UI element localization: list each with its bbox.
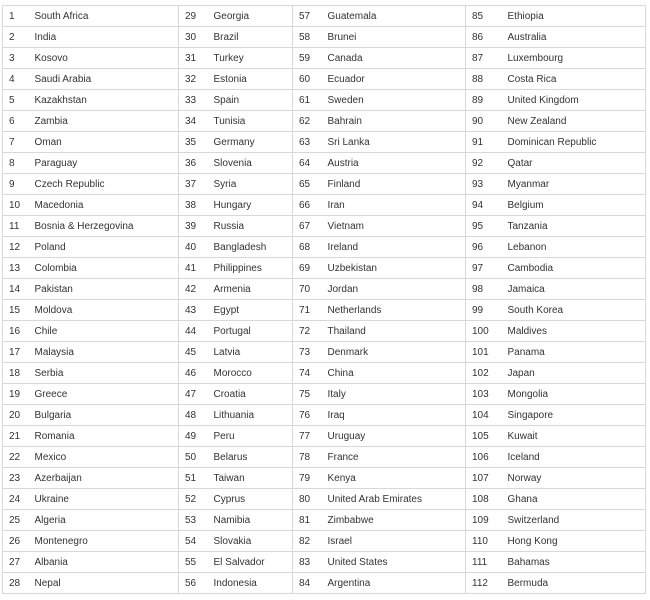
rank-cell: 22 [3,447,29,468]
rank-cell: 6 [3,111,29,132]
country-cell: Hong Kong [502,531,646,552]
rank-cell: 96 [466,237,502,258]
country-cell: Ukraine [29,489,179,510]
table-row [3,174,646,195]
country-cell: New Zealand [502,111,646,132]
country-cell: Taiwan [208,468,293,489]
country-cell: Morocco [208,363,293,384]
country-cell: Syria [208,174,293,195]
table-row [3,132,646,153]
country-cell: Romania [29,426,179,447]
country-cell: Iceland [502,447,646,468]
rank-cell: 62 [293,111,322,132]
country-cell: Saudi Arabia [29,69,179,90]
rank-cell: 66 [293,195,322,216]
country-cell: Czech Republic [29,174,179,195]
rank-cell: 27 [3,552,29,573]
rank-cell: 90 [466,111,502,132]
rank-cell: 95 [466,216,502,237]
rank-cell: 98 [466,279,502,300]
rank-cell: 109 [466,510,502,531]
country-cell: South Korea [502,300,646,321]
rank-cell: 99 [466,300,502,321]
rank-cell: 88 [466,69,502,90]
table-row [3,489,646,510]
country-cell: Cyprus [208,489,293,510]
country-cell: Belgium [502,195,646,216]
rank-cell: 112 [466,573,502,594]
country-cell: Ghana [502,489,646,510]
rank-cell: 92 [466,153,502,174]
rank-cell: 101 [466,342,502,363]
country-cell: Uzbekistan [322,258,466,279]
table-row [3,321,646,342]
table-row [3,363,646,384]
country-cell: Tanzania [502,216,646,237]
country-cell: Philippines [208,258,293,279]
rank-cell: 111 [466,552,502,573]
country-cell: Zambia [29,111,179,132]
rank-cell: 105 [466,426,502,447]
country-cell: China [322,363,466,384]
country-cell: Portugal [208,321,293,342]
rank-cell: 74 [293,363,322,384]
table-row [3,48,646,69]
country-cell: Estonia [208,69,293,90]
country-cell: Slovakia [208,531,293,552]
table-row [3,447,646,468]
rank-cell: 41 [179,258,208,279]
rank-cell: 2 [3,27,29,48]
table-row [3,27,646,48]
table-body [3,6,646,594]
country-cell: Bermuda [502,573,646,594]
country-cell: Australia [502,27,646,48]
rank-cell: 84 [293,573,322,594]
country-cell: Kuwait [502,426,646,447]
rank-cell: 33 [179,90,208,111]
country-cell: Maldives [502,321,646,342]
country-cell: United States [322,552,466,573]
table-row [3,258,646,279]
country-cell: United Kingdom [502,90,646,111]
country-cell: Denmark [322,342,466,363]
table-row [3,531,646,552]
country-cell: Norway [502,468,646,489]
rank-cell: 64 [293,153,322,174]
country-cell: Oman [29,132,179,153]
rank-cell: 17 [3,342,29,363]
rank-cell: 77 [293,426,322,447]
country-cell: Ecuador [322,69,466,90]
table-row [3,300,646,321]
country-cell: Macedonia [29,195,179,216]
country-cell: Singapore [502,405,646,426]
rank-cell: 104 [466,405,502,426]
country-cell: Latvia [208,342,293,363]
rank-cell: 31 [179,48,208,69]
country-cell: Dominican Republic [502,132,646,153]
rank-cell: 48 [179,405,208,426]
country-cell: Pakistan [29,279,179,300]
country-cell: Germany [208,132,293,153]
rank-cell: 10 [3,195,29,216]
rank-cell: 26 [3,531,29,552]
rank-cell: 38 [179,195,208,216]
rank-cell: 24 [3,489,29,510]
rank-cell: 52 [179,489,208,510]
country-cell: Kazakhstan [29,90,179,111]
rank-cell: 106 [466,447,502,468]
rank-cell: 23 [3,468,29,489]
country-cell: Iraq [322,405,466,426]
rank-cell: 103 [466,384,502,405]
country-cell: Albania [29,552,179,573]
country-cell: Algeria [29,510,179,531]
country-cell: Turkey [208,48,293,69]
country-cell: Cambodia [502,258,646,279]
rank-cell: 34 [179,111,208,132]
rank-cell: 80 [293,489,322,510]
country-cell: Chile [29,321,179,342]
table-row [3,426,646,447]
rank-cell: 91 [466,132,502,153]
rank-cell: 87 [466,48,502,69]
rank-cell: 58 [293,27,322,48]
country-cell: Argentina [322,573,466,594]
rank-cell: 21 [3,426,29,447]
rank-cell: 110 [466,531,502,552]
rank-cell: 102 [466,363,502,384]
country-cell: Panama [502,342,646,363]
country-cell: Lithuania [208,405,293,426]
rank-cell: 69 [293,258,322,279]
rank-cell: 8 [3,153,29,174]
country-cell: Russia [208,216,293,237]
rank-cell: 89 [466,90,502,111]
country-cell: Mexico [29,447,179,468]
country-cell: Namibia [208,510,293,531]
rank-cell: 65 [293,174,322,195]
rank-cell: 35 [179,132,208,153]
rank-cell: 39 [179,216,208,237]
rank-cell: 72 [293,321,322,342]
country-cell: Nepal [29,573,179,594]
rank-cell: 13 [3,258,29,279]
country-cell: Switzerland [502,510,646,531]
rank-cell: 83 [293,552,322,573]
rank-cell: 36 [179,153,208,174]
country-cell: Bahrain [322,111,466,132]
table-row [3,468,646,489]
rank-cell: 15 [3,300,29,321]
rank-cell: 53 [179,510,208,531]
country-cell: Vietnam [322,216,466,237]
country-cell: Guatemala [322,6,466,27]
rank-cell: 32 [179,69,208,90]
country-cell: Paraguay [29,153,179,174]
rank-cell: 56 [179,573,208,594]
rank-cell: 68 [293,237,322,258]
rank-cell: 82 [293,531,322,552]
rank-cell: 12 [3,237,29,258]
country-cell: Canada [322,48,466,69]
rank-cell: 51 [179,468,208,489]
country-cell: United Arab Emirates [322,489,466,510]
rank-cell: 59 [293,48,322,69]
rank-cell: 93 [466,174,502,195]
country-cell: Greece [29,384,179,405]
table-row [3,552,646,573]
country-cell: Sweden [322,90,466,111]
country-cell: Malaysia [29,342,179,363]
country-cell: Costa Rica [502,69,646,90]
rank-cell: 61 [293,90,322,111]
rank-cell: 49 [179,426,208,447]
country-cell: Iran [322,195,466,216]
rank-cell: 18 [3,363,29,384]
rank-cell: 63 [293,132,322,153]
country-cell: Serbia [29,363,179,384]
table-row [3,573,646,594]
rank-cell: 81 [293,510,322,531]
ranking-table-container [2,5,645,594]
country-cell: Croatia [208,384,293,405]
country-cell: Lebanon [502,237,646,258]
rank-cell: 76 [293,405,322,426]
rank-cell: 108 [466,489,502,510]
rank-cell: 30 [179,27,208,48]
rank-cell: 7 [3,132,29,153]
rank-cell: 60 [293,69,322,90]
country-cell: South Africa [29,6,179,27]
table-row [3,195,646,216]
country-cell: Brazil [208,27,293,48]
rank-cell: 107 [466,468,502,489]
country-cell: Sri Lanka [322,132,466,153]
country-cell: Bulgaria [29,405,179,426]
table-row [3,216,646,237]
country-cell: Tunisia [208,111,293,132]
country-cell: Mongolia [502,384,646,405]
rank-cell: 16 [3,321,29,342]
country-cell: Georgia [208,6,293,27]
country-cell: Kenya [322,468,466,489]
rank-cell: 97 [466,258,502,279]
rank-cell: 94 [466,195,502,216]
country-cell: El Salvador [208,552,293,573]
rank-cell: 45 [179,342,208,363]
rank-cell: 79 [293,468,322,489]
country-cell: Moldova [29,300,179,321]
rank-cell: 42 [179,279,208,300]
rank-cell: 14 [3,279,29,300]
country-cell: Bahamas [502,552,646,573]
country-cell: Kosovo [29,48,179,69]
rank-cell: 5 [3,90,29,111]
country-cell: Italy [322,384,466,405]
rank-cell: 70 [293,279,322,300]
country-cell: Spain [208,90,293,111]
country-cell: Jamaica [502,279,646,300]
rank-cell: 67 [293,216,322,237]
rank-cell: 78 [293,447,322,468]
country-cell: Ethiopia [502,6,646,27]
country-cell: Azerbaijan [29,468,179,489]
country-cell: Qatar [502,153,646,174]
rank-cell: 57 [293,6,322,27]
country-cell: Bosnia & Herzegovina [29,216,179,237]
table-row [3,90,646,111]
country-cell: Finland [322,174,466,195]
rank-cell: 73 [293,342,322,363]
rank-cell: 29 [179,6,208,27]
rank-cell: 100 [466,321,502,342]
country-cell: Armenia [208,279,293,300]
rank-cell: 37 [179,174,208,195]
country-cell: Thailand [322,321,466,342]
table-row [3,6,646,27]
table-row [3,153,646,174]
country-cell: Slovenia [208,153,293,174]
country-ranking-table [2,5,646,594]
rank-cell: 1 [3,6,29,27]
rank-cell: 3 [3,48,29,69]
country-cell: Hungary [208,195,293,216]
country-cell: Indonesia [208,573,293,594]
rank-cell: 71 [293,300,322,321]
country-cell: Luxembourg [502,48,646,69]
rank-cell: 54 [179,531,208,552]
country-cell: Ireland [322,237,466,258]
table-row [3,69,646,90]
rank-cell: 19 [3,384,29,405]
table-row [3,342,646,363]
rank-cell: 11 [3,216,29,237]
rank-cell: 4 [3,69,29,90]
country-cell: Bangladesh [208,237,293,258]
country-cell: Poland [29,237,179,258]
country-cell: Zimbabwe [322,510,466,531]
rank-cell: 46 [179,363,208,384]
rank-cell: 85 [466,6,502,27]
rank-cell: 40 [179,237,208,258]
rank-cell: 25 [3,510,29,531]
rank-cell: 55 [179,552,208,573]
country-cell: Uruguay [322,426,466,447]
rank-cell: 44 [179,321,208,342]
country-cell: Netherlands [322,300,466,321]
country-cell: Egypt [208,300,293,321]
table-row [3,384,646,405]
table-row [3,237,646,258]
rank-cell: 28 [3,573,29,594]
table-row [3,510,646,531]
country-cell: France [322,447,466,468]
country-cell: Brunei [322,27,466,48]
rank-cell: 86 [466,27,502,48]
country-cell: Japan [502,363,646,384]
rank-cell: 50 [179,447,208,468]
rank-cell: 47 [179,384,208,405]
country-cell: Peru [208,426,293,447]
country-cell: India [29,27,179,48]
rank-cell: 43 [179,300,208,321]
table-row [3,111,646,132]
table-row [3,405,646,426]
country-cell: Israel [322,531,466,552]
country-cell: Austria [322,153,466,174]
country-cell: Jordan [322,279,466,300]
country-cell: Colombia [29,258,179,279]
country-cell: Myanmar [502,174,646,195]
country-cell: Montenegro [29,531,179,552]
country-cell: Belarus [208,447,293,468]
rank-cell: 9 [3,174,29,195]
table-row [3,279,646,300]
rank-cell: 20 [3,405,29,426]
rank-cell: 75 [293,384,322,405]
